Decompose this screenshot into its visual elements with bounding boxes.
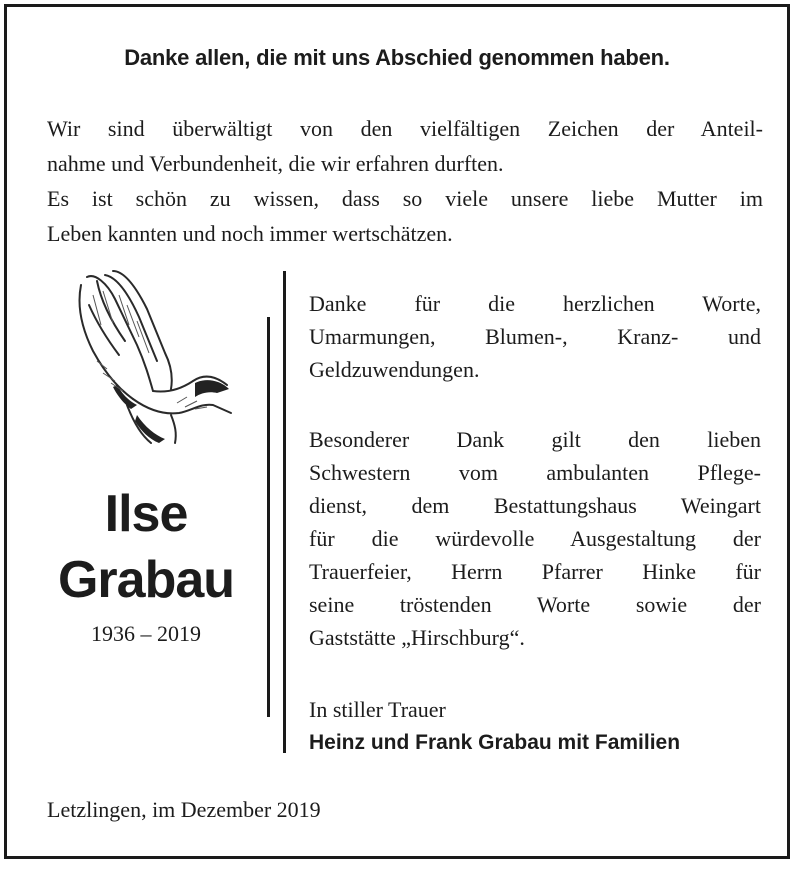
special-thanks-line: seine tröstenden Worte sowie der xyxy=(309,592,761,617)
intro-line: Wir sind überwältigt von den vielfältigen Zeichen der Anteil- xyxy=(47,116,763,141)
signature-block xyxy=(309,693,761,759)
deceased-name xyxy=(37,481,255,613)
special-thanks-line: für die würdevolle Ausgestaltung der xyxy=(309,526,761,551)
special-thanks-line: Trauerfeier, Herrn Pfarrer Hinke für xyxy=(309,559,761,584)
special-thanks-line: Gaststätte „Hirschburg“. xyxy=(309,625,525,650)
divider-line xyxy=(267,317,270,717)
headline: Danke allen, die mit uns Abschied genommen haben. xyxy=(124,45,670,70)
place-date: Letzlingen, im Dezember 2019 xyxy=(47,797,321,822)
intro-line: Es ist schön zu wissen, dass so viele unsere liebe Mutter im xyxy=(47,186,763,211)
signers: Heinz und Frank Grabau mit Familien xyxy=(309,731,681,754)
intro-line: nahme und Verbundenheit, die wir erfahren durften. xyxy=(47,151,504,176)
thanks-line: Danke für die herzlichen Worte, xyxy=(309,291,761,316)
last-name: Grabau xyxy=(57,551,235,609)
mourning-label: In stiller Trauer xyxy=(309,697,446,722)
thanks-paragraph xyxy=(309,287,761,386)
life-dates: 1936 – 2019 xyxy=(91,621,201,646)
thanks-line: Umarmungen, Blumen-, Kranz- und xyxy=(309,324,761,349)
special-thanks-paragraph xyxy=(309,423,761,654)
special-thanks-line: dienst, dem Bestattungshaus Weingart xyxy=(309,493,761,518)
praying-hands-icon xyxy=(67,265,237,445)
special-thanks-line: Besonderer Dank gilt den lieben xyxy=(309,427,761,452)
special-thanks-line: Schwestern vom ambulanten Pflege- xyxy=(309,460,761,485)
divider-line xyxy=(283,271,286,753)
thanks-line: Geldzuwendungen. xyxy=(309,357,480,382)
obituary-card xyxy=(4,4,790,859)
first-name: Ilse xyxy=(104,485,188,543)
intro-paragraph xyxy=(47,111,763,251)
intro-line: Leben kannten und noch immer wertschätzen. xyxy=(47,221,453,246)
